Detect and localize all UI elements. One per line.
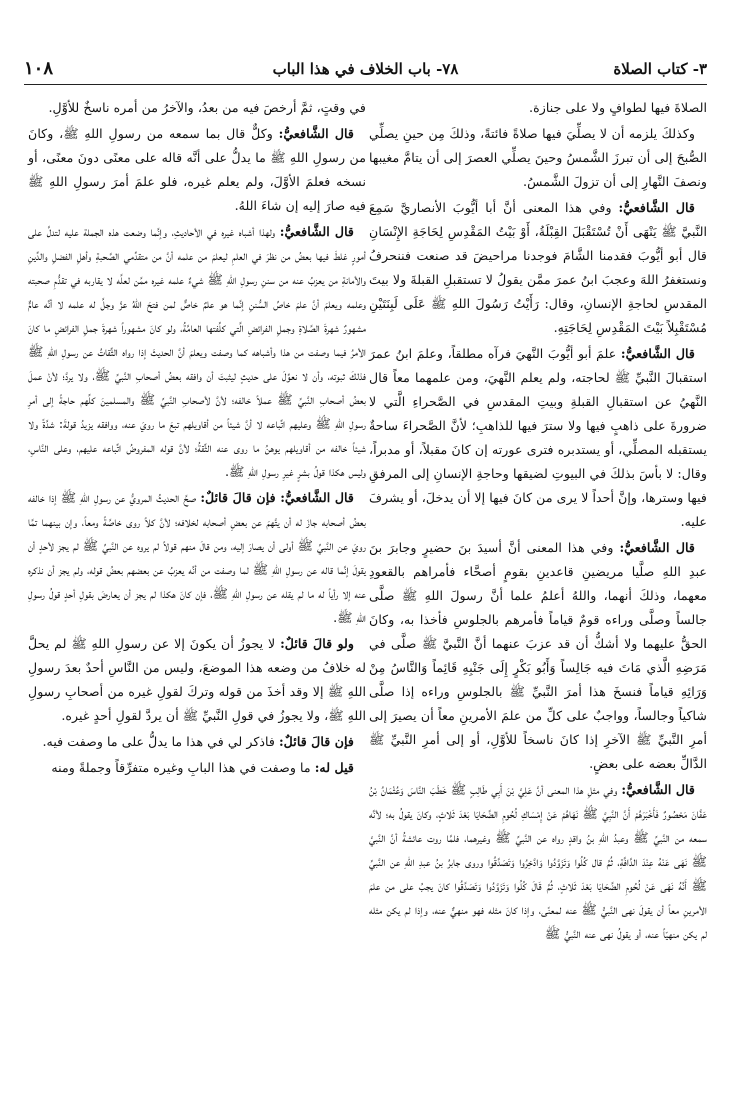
speaker-label: قال الشَّافعيُّ: [618,200,695,215]
paragraph: فإن قالَ قائلٌ: فاذكر لي في هذا ما يدلُّ على ما وصفت فيه. [42,734,354,749]
left-column [28,96,366,782]
chapter-title: ٣- كتاب الصلاة [613,60,707,78]
speaker-label: قال الشَّافعيُّ: [621,782,695,797]
paragraph: الصلاةَ فيها لطوافٍ ولا على جنازة. [529,100,707,115]
paragraph: قال الشَّافعيُّ: فإن قالَ قائلٌ: صحَّ الحديثُ المرويُّ عن رسولِ اللهِ ﷺ إذا خالفه بعضُ أصحابه جازَ له أن يتَّهمَ عن بعضِ أصحابه لخلافه؛ لأنَّ كلاً روى خاصَّةً ومعاً، وإن بينهما تمَّا رويَ عن النَّبيِّ ﷺ أولى أن يصارَ إليه، ومن قالَ منهم قولاً لم يروه عن النَّبيِّ ﷺ لم يجز لأحدٍ أن يقولَ إنَّما قاله عن رسولِ اللهِ ﷺ لما وصفت من أنَّه يعزبُ عن بعضهم بعضُ قوله، ولم يجز أن نذكره عنه إلا رأياً له ما لم يقله عن رسولِ اللهِ ﷺ، فإن كانَ هكذا لم يجز أن يعارضَ بقولِ أحدٍ قولُ رسولِ اللهِ ﷺ. [28,490,366,625]
running-header [24,58,707,85]
paragraph: قال الشَّافعيُّ: وفي هذا المعنى أنَّ أبا أيُّوبَ الأنصاريَّ سَمِعَ النَّبيَّ ﷺ يَنْهَى أَنْ تُسْتَقْبَلَ القِبْلَةُ، أَوْ بَيْتُ المَقْدِسِ لِحَاجَةِ الإِنْسَانِ قال أبو أيُّوبَ فقدمنا الشَّامَ فوجدنا مراحيضَ قد صنعت فننحرفُ ونستغفرُ اللهَ وعجبَ ابنُ عمرَ ممَّن يقولُ لا تستقبلِ القبلةَ ولا بيتَ المقدسِ لحاجةِ الإنسانِ، وقال: رَأَيْتُ رَسُولَ اللهِ ﷺ عَلَى لَبِنَتَيْنِ مُسْتَقْبِلاً بَيْتَ المَقْدِسِ لِحَاجَتِهِ. [369,200,707,335]
page-number: ١٠٨ [24,58,54,79]
paragraph: ولو قالَ قائلٌ: لا يجوزُ أن يكونَ إلا عن رسولِ اللهِ ﷺ لم يحلَّ له خلافُ من وضعه هذا الموضعَ، وليس من النَّاسِ أحدٌ بعدَ رسولِ اللهِ ﷺ إلا وقد أخذَ من قوله وتركَ لقولِ غيره من أصحابِ رسولِ اللهِ ﷺ، ولا يجوزُ في قولِ النَّبيِّ ﷺ أن يردَّ لقولِ أحدٍ غيره. [28,636,366,723]
speaker-label: قال الشَّافعيُّ: فإن قالَ قائلٌ: [200,490,354,505]
paragraph: قال الشَّافعيُّ: ولهذا أشباه غيره في الأحاديثِ، وإنَّما وضعت هذه الجملة عليه لتدلَّ على أمورٍ غلطَ فيها بعضُ من نظرَ في العلمِ ليعلمَ من علمه أنَّ من متقدِّمي الصَّحبةِ وأهلِ الفضلِ والدِّينِ والأمانةِ من يعزبُ عنه من سننِ رسولِ اللهِ ﷺ شيءٌ علمه غيره ممَّن لعلَّه لا يقاربه في تقدُّمِ صحبته وعلمه ويعلمَ أنَّ علمَ خاصِّ السُّننِ إنَّما هو علمٌ خاصٌّ لمن فتحَ اللهُ عزَّ وجلَّ له علمه لا أنَّه عامٌّ مشهورٌ شهرةَ الصَّلاةِ وجملِ الفرائضِ الَّتي كلِّفتها العامَّةُ، ولو كانَ مشهوراً شهرةَ جملِ الفرائضِ ما كانَ الأمرُ فيما وصفت من هذا وأشباهه كما وصفت ويعلمَ أنَّ الحديثَ إذا رواه الثِّقاتُ عن رسولِ اللهِ ﷺ فذلكَ ثبوته، وأن لا نعوِّلَ على حديثٍ ليثبتَ أن وافقه بعضُ أصحابِ النَّبيِّ ﷺ، ولا يردَّ؛ لأنْ عملَ بعضُ أصحابِ النَّبيِّ ﷺ عملاً خالفه؛ لأنَّ لأصحابِ النَّبيِّ ﷺ والمسلمينَ كلِّهم حاجةً إلى أمرِ رسولِ اللهِ ﷺ وعليهم اتِّباعه لا أنَّ شيئاً من أقاويلهم تبعَ ما رويَ عنه، ووافقه يزيدُ قولةَ: شدَّةً ولا شيئاً خالفه من أقاويلهم يوهنُ ما روى عنه الثِّقةُ؛ لأنَّ قوله المفروضُ اتِّباعه عليهم، وعلى النَّاسِ، وليس هكذا قولُ بشرٍ غيرِ رسولِ اللهِ ﷺ. [27,224,366,479]
speaker-label: قيل له: [314,760,354,775]
speaker-label: فإن قالَ قائلٌ: [279,734,354,749]
right-column [369,96,707,948]
speaker-label: قال الشَّافعيُّ: [279,224,354,239]
speaker-label: قال الشَّافعيُّ: [620,346,695,361]
paragraph: وكذلكَ يلزمه أن لا يصلِّيَ فيها صلاةً فائتةً، وذلكَ مِن حينِ يصلِّي الصُّبحَ إلى أن تبرزَ الشَّمسُ وحينَ يصلِّي العصرَ إلى أن يتامَّ مغيبها ونصفَ النَّهارِ إلى أن تزولَ الشَّمسُ. [369,126,707,189]
paragraph: في وقتٍ، ثمَّ أرخصَ فيه من بعدُ، والآخرُ من أمره ناسخٌ للأوَّلِ. [48,100,366,115]
paragraph: قال الشَّافعيُّ: وفي هذا المعنى أنَّ أسيدَ بنَ حضيرٍ وجابرَ بنَ عبدِ اللهِ صلَّيا مريضينِ قاعدينِ بقومٍ أصحَّاء فأمراهم بالقعودِ معهما، وذلكَ أنهما، واللهُ أعلمُ علما أنَّ رسولَ اللهِ ﷺ صلَّى جالساً وصلَّى وراءه قومٌ قياماً فأمرهم بالجلوسِ فأخذا به، وكانَ الحقُّ عليهما ولا أشكُّ أن قد عزبَ عنهما أنَّ النَّبيَّ ﷺ صلَّى في مَرَضِهِ الَّذي مَاتَ فيه جَالِساً وَأَبُو بَكْرٍ إِلَى جَنْبِهِ قَائِماً وَالنَّاسُ مِنْ وَرَائِهِ قياماً فنسخَ هذا أمرَ النَّبيِّ ﷺ بالجلوسِ وراءه إذا صلَّى شاكياً وجالساً، وواجبٌ على كلِّ من علمَ الأمرينِ معاً أن يصيرَ إلى أمرِ النَّبيِّ ﷺ الآخرِ إذا كانَ ناسخاً للأوَّلِ، أو إلى أمرِ النَّبيِّ ﷺ الدَّالِّ بعضه على بعضٍ. [369,540,707,771]
speaker-label: قال الشَّافعيُّ: [619,540,695,555]
speaker-label: قال الشَّافعيُّ: [278,126,354,141]
paragraph: قال الشَّافعيُّ: علمَ أبو أيُّوبَ النَّهيَ فرآه مطلقاً، وعلمَ ابنُ عمرَ استقبالَ النَّبيِّ ﷺ لحاجته، ولم يعلم النَّهيَ، ومن علمهما معاً قال النَّهيُ عن استقبالِ القبلةِ وبيتِ المقدسِ في الصَّحراءِ الَّتي لا ضرورةَ على ذاهبٍ فيها ولا سترَ فيها للذاهبِ؛ لأنَّ الصَّحراءَ ساحةٌ يستقبله المصلِّي، أو يستدبره فترى عورته إن كانَ مقبلاً، أو مدبراً، وقال: لا بأسَ بذلكَ في البيوتِ لضيقها وحاجةِ الإنسانِ إلى المرفقِ فيها وسترها، وإنَّ أحداً لا يرى من كانَ فيها إلا أن يدخلَ، أو يشرفَ عليه. [369,346,707,529]
paragraph: قال الشَّافعيُّ: وكلٌّ قال بما سمعه من رسولِ اللهِ ﷺ، وكانَ من رسولِ اللهِ ﷺ ما يدلُّ على أنَّه قاله على معنًى دونَ معنًى، أو نسخه فعلمَ الأوَّلَ، ولم يعلم غيره، فلو علمَ أمرَ رسولِ اللهِ ﷺ فيه صارَ إليه إن شاءَ اللهُ. [28,126,366,213]
speaker-label: ولو قالَ قائلٌ: [280,636,354,651]
paragraph: قال الشَّافعيُّ: وفي مثلِ هذا المعنى أنَّ عَلِيَّ بْنَ أَبِي طَالِبٍ ﷺ خَطَبَ النَّاسَ وَعُثْمَانُ بْنُ عَفَّانَ مَحْصُورٌ فَأَخْبَرَهُمْ أَنَّ النَّبِيَّ ﷺ نَهَاهُمْ عَنْ إِمْسَاكِ لُحُومِ الضَّحَايَا بَعْدَ ثَلاثٍ، وكانَ يقولُ به؛ لأنَّه سمعه من النَّبيِّ ﷺ وعبدُ اللهِ بنُ واقدٍ رواه عن النَّبيِّ ﷺ وغيرهما، فلمَّا روت عائشةُ أنَّ النَّبيَّ ﷺ نَهَى عَنْهُ عِنْدَ الدَّافَّةِ، ثُمَّ قال كُلُوا وَتَزَوَّدُوا وَادَّخِرُوا وَتَصَدَّقُوا وروى جابرُ بنُ عبدِ اللهِ عن النَّبيِّ ﷺ أَنَّهُ نَهَى عَنْ لُحُومِ الضَّحَايَا بَعْدَ ثَلاثٍ، ثُمَّ قَالَ كُلُوا وَتَزَوَّدُوا وَتَصَدَّقُوا كانَ يجبُ على من علمَ الأمرينِ معاً أن يقولَ نهى النَّبيُّ ﷺ عنه لمعنًى، وإذا كانَ مثله فهو منهيٌّ عنه، وإذا لم يكن مثله لم يكن منهيّاً عنه، أو يقولُ نهى عنه النَّبيُّ ﷺ [369,782,707,941]
paragraph: قيل له: ما وصفت في هذا البابِ وغيره متفرِّقاً وجملةً ومنه [51,760,354,775]
section-title: ٧٨- باب الخلاف في هذا الباب [272,60,459,78]
